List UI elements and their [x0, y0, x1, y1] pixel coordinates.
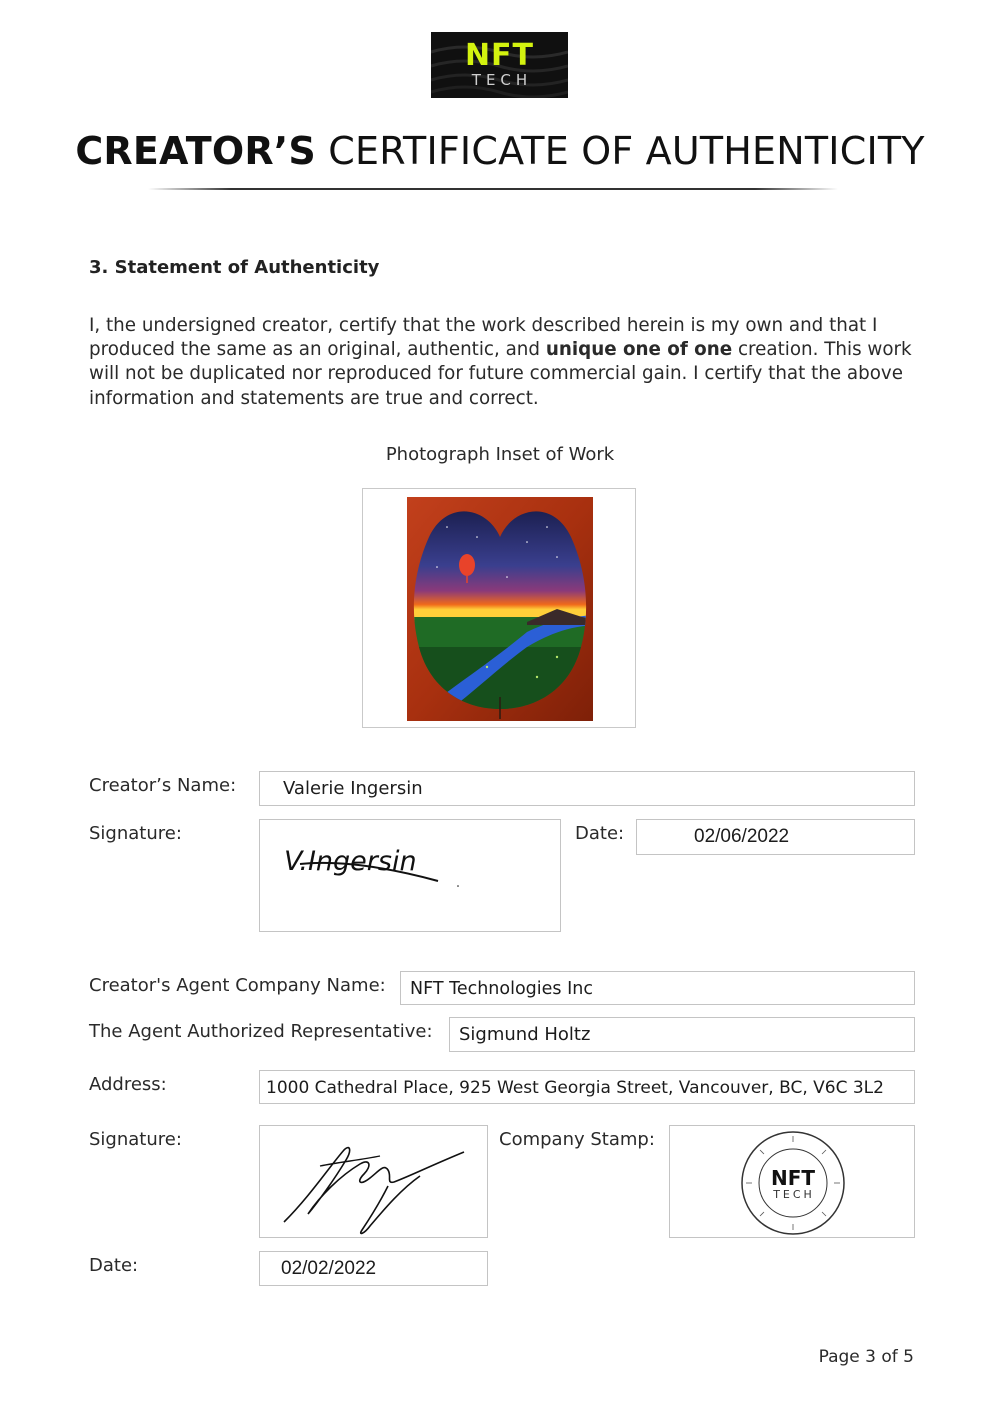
agent-stamp-label: Company Stamp: [499, 1129, 655, 1150]
creator-date-field[interactable] [636, 819, 915, 855]
stamp-tech-text: TECH [773, 1188, 815, 1201]
creator-name-value: Valerie Ingersin [283, 778, 423, 799]
creator-name-label: Creator’s Name: [89, 775, 237, 796]
agent-rep-field[interactable] [449, 1017, 915, 1052]
company-stamp-seal [738, 1128, 848, 1238]
creator-signature-field[interactable] [259, 819, 561, 932]
agent-address-value: 1000 Cathedral Place, 925 West Georgia Street, Vancouver, BC, V6C 3L2 [266, 1078, 884, 1098]
company-stamp-field[interactable] [669, 1125, 915, 1238]
agent-company-field[interactable] [400, 971, 915, 1005]
creator-date-value: 02/06/2022 [694, 826, 790, 847]
creator-date-label: Date: [575, 823, 625, 844]
statement-emphasis: unique one of one [545, 339, 733, 361]
page-number: Page 3 of 5 [818, 1347, 914, 1367]
title-rest: CERTIFICATE OF AUTHENTICITY [328, 129, 925, 173]
agent-date-label: Date: [89, 1255, 139, 1276]
creator-name-field[interactable] [259, 771, 915, 806]
creator-signature-image [260, 820, 560, 930]
statement-after: creation. This work will not be duplicated nor reproduced for future commercial gain. I certify that the above information and statements are true and correct. [89, 339, 912, 409]
creator-signature-label: Signature: [89, 823, 182, 844]
nft-tech-logo [431, 32, 568, 98]
stamp-nft-text: NFT [770, 1166, 816, 1190]
agent-signature-field[interactable] [259, 1125, 488, 1238]
agent-date-value: 02/02/2022 [281, 1258, 377, 1279]
logo-nft-text: NFT [464, 38, 535, 73]
certificate-title [60, 128, 940, 174]
logo-tech-text: TECH [471, 71, 533, 89]
statement-paragraph [89, 314, 919, 411]
title-divider [148, 188, 838, 190]
agent-company-label: Creator's Agent Company Name: [89, 975, 386, 996]
agent-address-field[interactable] [259, 1070, 915, 1104]
agent-date-field[interactable] [259, 1251, 488, 1286]
agent-rep-value: Sigmund Holtz [459, 1024, 591, 1045]
agent-company-value: NFT Technologies Inc [410, 979, 593, 999]
photo-caption: Photograph Inset of Work [385, 444, 615, 465]
agent-signature-label: Signature: [89, 1129, 182, 1150]
agent-rep-label: The Agent Authorized Representative: [89, 1021, 433, 1042]
agent-address-label: Address: [89, 1074, 167, 1095]
creator-signature-text: V.Ingersin [284, 846, 417, 877]
statement-before: I, the undersigned creator, certify that the work described herein is my own and that I produced the same as an original, authentic, and [89, 315, 878, 361]
photo-inset-frame [362, 488, 636, 728]
section-heading: 3. Statement of Authenticity [89, 257, 380, 278]
artwork-image [407, 497, 593, 721]
title-bold: CREATOR’S [75, 129, 316, 173]
agent-signature-image [260, 1126, 487, 1236]
